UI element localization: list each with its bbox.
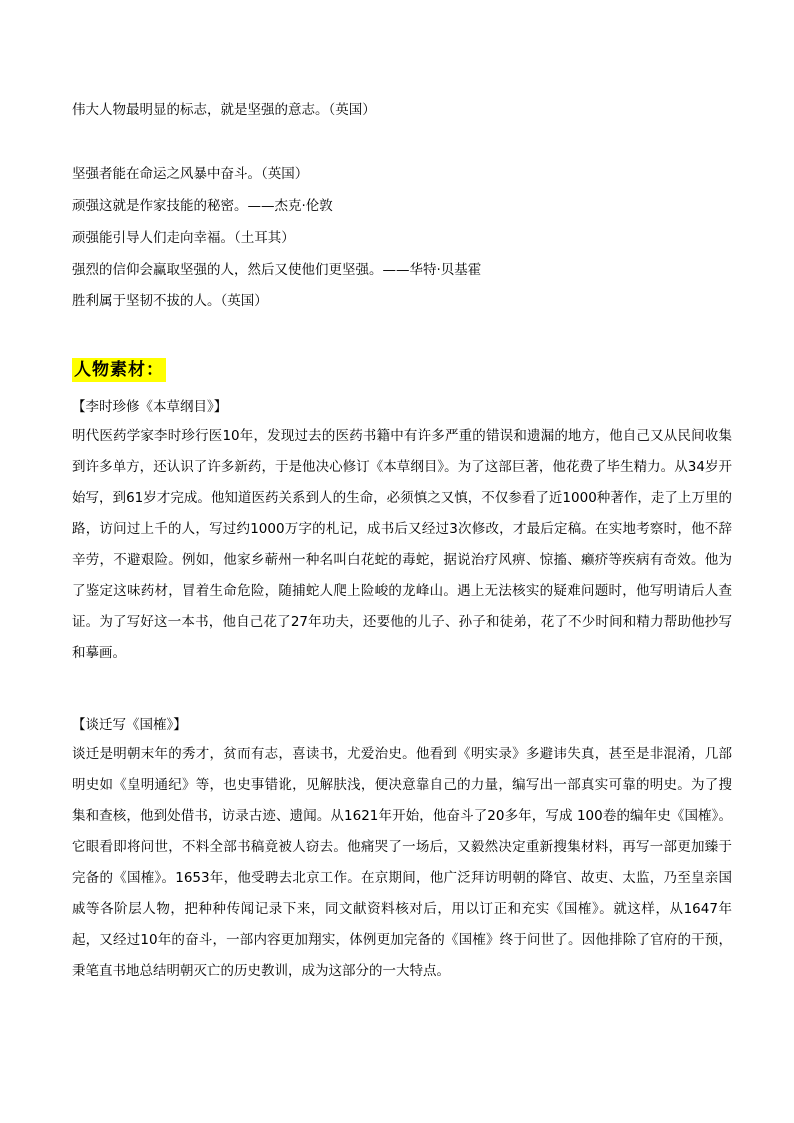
story-body: 谈迁是明朝末年的秀才，贫而有志，喜读书，尤爱治史。他看到《明实录》多避讳失真，甚至是非混淆，几部明史如《皇明通纪》等，也史事错讹，见解肤浅，便决意靠自己的力量，编写出一部真实可靠的明史。为了搜集和查核，他到处借书，访录古迹、遗闻。从1621年开始，他奋斗了20多年，写成 100卷的编年史《国榷》。它眼看即将问世，不料全部书稿竟被人窃去。他痛哭了一场后，又毅然决定重新搜集材料，再写一部更加臻于完备的《国榷》。1653年，他受聘去北京工作。在京期间，他广泛拜访明朝的降官、故吏、太监，乃至皇亲国戚等各阶层人物，把种种传闻记录下来，同文献资料核对后，用以订正和充实《国榷》。就这样，从1647年起，又经过10年的奋斗，一部内容更加翔实，体例更加完备的《国榷》终于问世了。因他排除了官府的干预，秉笔直书地总结明朝灭亡的历史教训，成为这部分的一大特点。 — [72, 746, 732, 979]
story-body: 明代医药学家李时珍行医10年，发现过去的医药书籍中有许多严重的错误和遗漏的地方，他自己又从民间收集到许多单方，还认识了许多新药，于是他决心修订《本草纲目》。为了这部巨著，他花费了毕生精力。从34岁开始写，到61岁才完成。他知道医药关系到人的生命，必须慎之又慎，不仅参看了近1000种著作，走了上万里的路，访问过上千的人，写过约1000万字的札记，成书后又经过3次修改，才最后定稿。在实地考察时，他不辞辛劳，不避艰险。例如，他家乡蕲州一种名叫白花蛇的毒蛇，据说治疗风痹、惊搐、癞疥等疾病有奇效。他为了鉴定这味药材，冒着生命危险，随捕蛇人爬上险峻的龙峰山。遇上无法核实的疑难问题时，他写明请后人查证。为了写好这一本书，他自己花了27年功夫，还要他的儿子、孙子和徒弟，花了不少时间和精力帮助他抄写和摹画。 — [72, 428, 732, 661]
document-page — [72, 0, 732, 1123]
story-title: 【谈迁写《国榷》】 — [72, 717, 187, 733]
quote-line: 顽强这就是作家技能的秘密。——杰克·伦敦 — [72, 198, 333, 214]
quote-line: 强烈的信仰会赢取坚强的人，然后又使他们更坚强。——华特·贝基霍 — [72, 262, 482, 278]
quote-line: 顽强能引导人们走向幸福。（土耳其） — [72, 230, 295, 246]
quote-line: 胜利属于坚韧不拔的人。（英国） — [72, 293, 268, 309]
quote-line: 坚强者能在命运之风暴中奋斗。（英国） — [72, 166, 309, 182]
story-title: 【李时珍修《本草纲目》】 — [72, 399, 228, 415]
quote-line: 伟大人物最明显的标志，就是坚强的意志。（英国） — [72, 102, 376, 118]
section-heading: 人物素材： — [74, 360, 164, 380]
